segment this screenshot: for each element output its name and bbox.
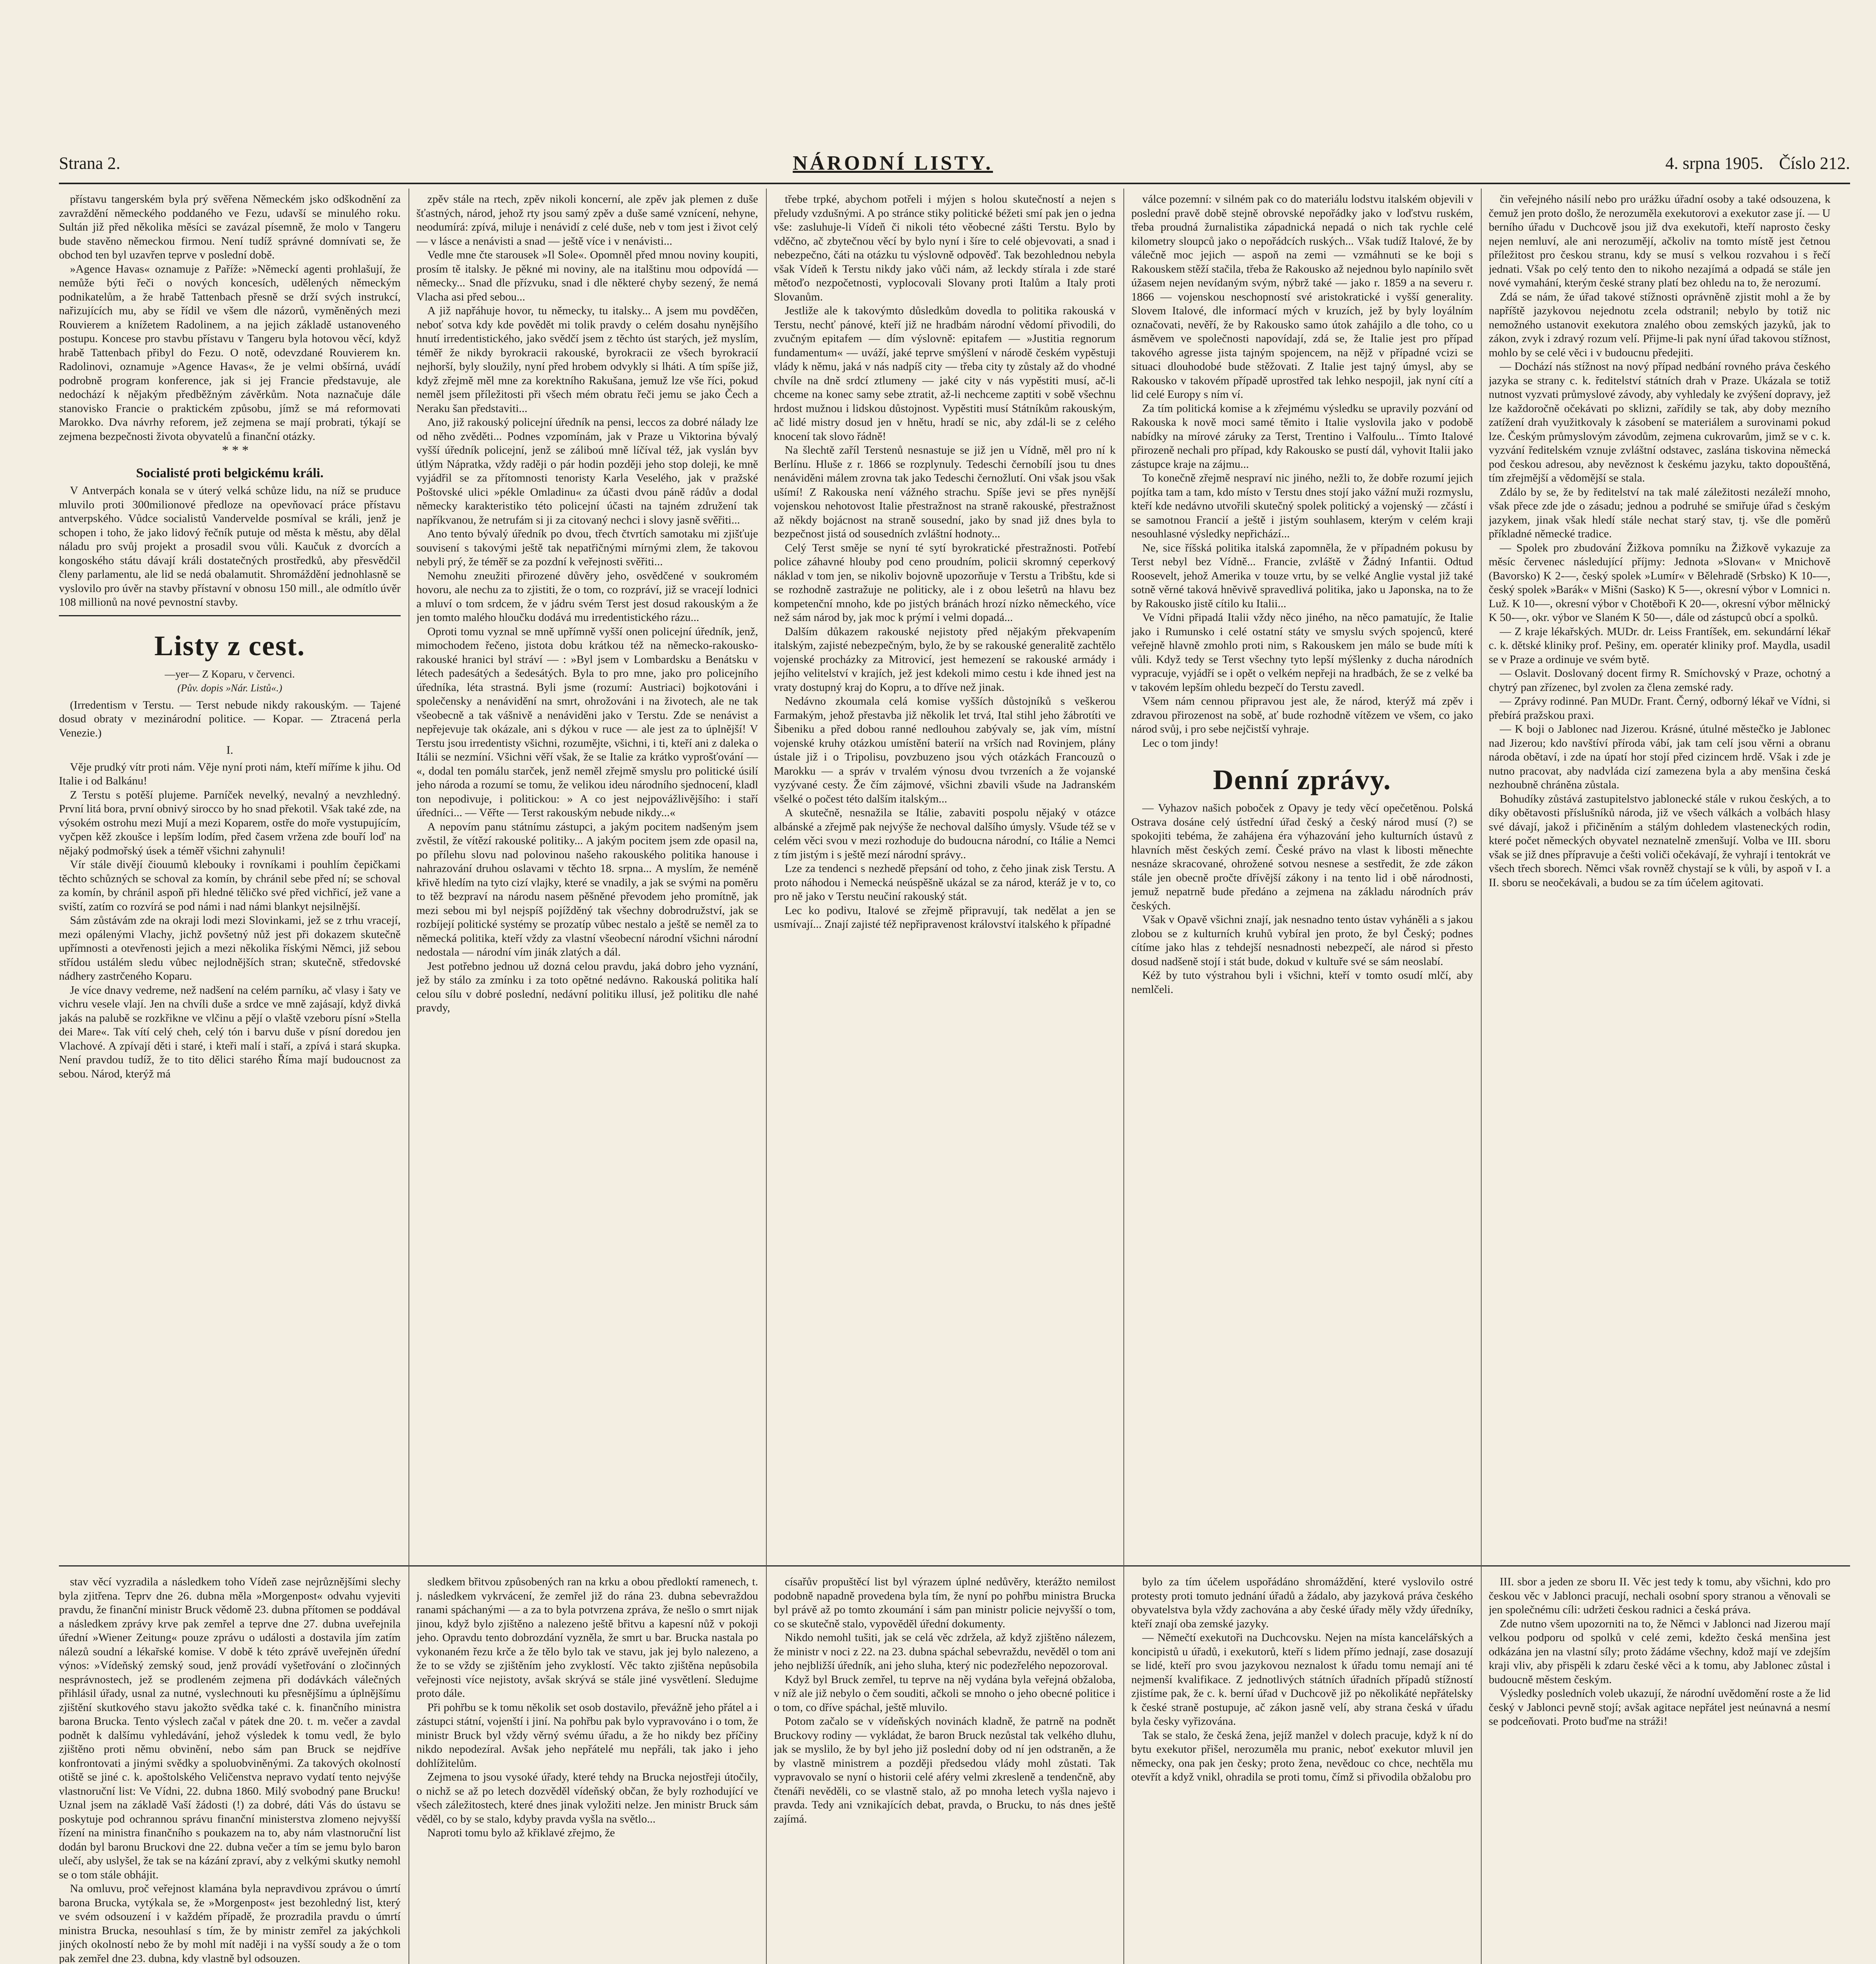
article-paragraph: — Oslavit. Doslovaný docent firmy R. Smíchovský v Praze, ochotný a chytrý pan zřízenec, byl zvolen za člena zemské rady. [1489, 667, 1830, 694]
article-paragraph: (Irredentism v Terstu. — Terst nebude nikdy rakouským. — Tajené dosud obraty v mezinárodní politice. — Kopar. — Ztracená perla Venezie.) [59, 698, 401, 739]
article-paragraph: zpěv stále na rtech, zpěv nikoli koncerní, ale zpěv jak plemen z duše šťastných, národ, jehož rty jsou samý zpěv a duše samé vznícení, nehyne, neodumírá: zpívá, miluje i nenávidí z celé duše, neb v tom jest i život celý — v lásce a nenávisti a snad — ještě více i v nenávisti... [416, 193, 758, 247]
article-paragraph: — Dochází nás stížnost na nový případ nedbání rovného práva českého jazyka se strany c. k. ředitelství státních drah v Praze. Ukázala se totiž nutnost vyzvati průmyslové závody, aby vyhledaly ke zvýšení dopravy, jež lze každoročně očekávati po sklizni, zařídily se tak, aby doby mezního zatížení drah využitkovaly k zásobení se materiálem a surovinami pokud lze. Českým průmyslovým závodům, zejmena cukrovarům, jimž se v c. k. vyzvání ředitelském vznuje zvláštní odstavec, zaslána tiskovina německá pod českou adresou, aby nevěznost k českému jazyku, takto dopouštěná, tím zřejmější a vědomější se stala. [1489, 360, 1830, 484]
article-heading: Socialisté proti belgickému králi. [136, 465, 324, 480]
article-byline: —yer— Z Koparu, v červenci. [165, 668, 295, 680]
article-paragraph: Bohudíky zůstává zastupitelstvo jablonecké stále v rukou českých, a to díky obětavosti příslušníků národa, již ve všech válkách a volbách hlasy své dávají, jakož i přičiněním a stálým dohledem vlasteneckých rodin, které počet německých obyvatel neznatelně zmenšují. Volba ve III. sboru však se již dnes přípravuje a češti voliči očekávají, že vyhrají i tentokrát ve všech třech sborech. Němci však rovněž chystají se k vůli, by aspoň v I. a II. sboru se neočekávali, a budou se za tím účelem agitovati. [1489, 792, 1830, 889]
article-paragraph: A již napřáhuje hovor, tu německy, tu italsky... A jsem mu povděčen, neboť sotva kdy kde povědět mi tolik pravdy o celém dosahu nynějšího hnutí irredentistického, jako svědčí jsem z těchto úst starých, jež myslím, téměř že nikdy byrokracii rakouské, byrokracii ze všech byrokracií nejhorší, byly sloužily, nyní před hrobem odvykly si lháti. A tím spíše již, když zřejmě měl mne za korektního Rakušana, jemuž lze vše říci, pokud neměl jsem příležitosti při všech mém obratu řeči jemu se jako Čech a Neraku šan představiti... [416, 304, 758, 415]
section-divider [59, 615, 401, 616]
article-paragraph: Nemohu zneužiti přirozené důvěry jeho, osvědčené v soukromém hovoru, ale nechu za to zjistiti, že o tom, co rozpráví, již se vracejí lodnici a mluví o tom srdcem, že v jádru svém Terst jest dosud rakouským a že jen tomto malého hloučku dodává mu irredentistického rázu... [416, 569, 758, 624]
issue-info [1665, 153, 1850, 173]
article-paragraph: Zejmena to jsou vysoké úřady, které tehdy na Brucka nejostřeji útočily, o nichž se až po letech dozvěděl vídeňský občan, že byly rozhodující ve všech záležitostech, které dnes jinak vyložiti nelze. Jen ministr Bruck sám věděl, co by se stalo, kdyby pravda vyšla na světlo... [416, 1771, 758, 1825]
article-paragraph: Při pohřbu se k tomu několik set osob dostavilo, převážně jeho přátel a i zástupci státní, vojenští i jiní. Na pohřbu pak bylo vypravováno i o tom, že ministr Bruck byl vždy věrný svému úřadu, a že ho nikdy bez příčiny nikdo nepodezíral. Avšak jeho nepřátelé mu nepřáli, tak jako i jeho dohlížitelům. [416, 1701, 758, 1770]
article-paragraph: To konečně zřejmě nespraví nic jiného, nežli to, že dobře rozumí jejich pojítka tam a tam, kdo místo v Terstu dnes stojí jako vážní muži rozmyslu, kteří kde nedávno utvořili skutečný spolek politický a vojenský — zčástí i se samotnou Francií a ještě i jistým souhlasem, kterým v celém kraji nesouhlasné výsledky nepřichází... [1131, 472, 1473, 540]
feuilleton-divider [59, 1565, 1850, 1566]
article-subheading: I. [226, 744, 233, 757]
asterism: * * * [222, 443, 249, 458]
lower-column-5 [1489, 1575, 1830, 1964]
column-rule [1123, 189, 1124, 1964]
lower-column-3 [774, 1575, 1116, 1964]
article-paragraph: Lze za tendenci s nezhedě přepsání od toho, z čeho jinak zisk Terstu. A proto náhodou i Nemecká neúspěšně ukázal se za národ, kteráž je v to, co pro ně jako v Terstu neučiní rakouský stát. [774, 862, 1116, 903]
article-paragraph: Když byl Bruck zemřel, tu teprve na něj vydána byla veřejná obžaloba, v níž ale již nebylo o čem souditi, ačkoli se mnoho o jeho obecné politice i o tom, co dříve spáchal, ještě mluvilo. [774, 1673, 1116, 1714]
article-paragraph: Naproti tomu bylo až křiklavé zřejmo, že [427, 1827, 615, 1839]
article-paragraph: — K boji o Jablonec nad Jizerou. Krásné, útulné městečko je Jablonec nad Jizerou; kdo navštíví příroda vábí, jak tam celí jsou věrni a obranu národa obětaví, i zde na úpatí hor stojí před cizincem hrdě. Však i zde je nutno pracovat, aby nadvláda cizí zamezena byla a aby menšina česká nezhoubně chráněna zůstala. [1489, 723, 1830, 791]
article-paragraph: Všem nám cennou připravou jest ale, že národ, kterýž má zpěv i zdravou přirozenost na sobě, ať bude rozhodně vítězem ve všem, co jako národ svůj, i pro sebe nejčistší vyhraje. [1131, 695, 1473, 735]
article-paragraph: Zdá se nám, že úřad takové stížnosti oprávněně zjistit mohl a že by napříště jazykovou nejednotu zcela odstranil; nebylo by totiž nic nemožného ustanovit exekutora znalého obou zemských jazyků, jak to zákon, zvyk i zdravý rozum velí. Přijme-li pak nyní úřad takovou stížnost, mohlo by se celé věci i v budoucnu předejiti. [1489, 290, 1830, 359]
article-paragraph: Zdálo by se, že by ředitelství na tak malé záležitosti nezáleží mnoho, však přece zde jde o zásadu; jednou a podruhé se smiřuje úřad s českým jazykem, jinak však hledí stále nechat starý stav, tj. vše dle poměrů příkladné německé tradice. [1489, 486, 1830, 540]
article-paragraph: Však v Opavě všichni znají, jak nesnadno tento ústav vyháněli a s jakou zlobou se z kulturních kruhů vybíral jen proto, že byl Český; podnes cítíme jako hlas z tehdejší nesnadnosti nebezpečí, ale národ si přesto dosud nadšeně stojí i stát bude, dokud v kultuře své se sám neoslabí. [1131, 913, 1473, 968]
article-paragraph: Nikdo nemohl tušiti, jak se celá věc zdržela, až když zjištěno nálezem, že ministr v noci z 22. na 23. dubna spáchal sebevraždu, nevěděl o tom ani jeho nejbližší úředník, ani jeho sluha, který nic podezřelého nepozoroval. [774, 1631, 1116, 1672]
article-paragraph: Nedávno zkoumala celá komise vyšších důstojníků s veškerou Farmakým, jehož přestavba již několik let trvá, Ital stihl jeho žábrotíti ve Šibeniku a před dobou ranné nedlouhou zabývaly se, jak vím, místní vojenské kruhy otázkou umístění baterií na vrších nad Rovinjem, plány ústale již i o Tripolisu, povzbuzeno jsou vých otázkách Francouzů o Marokku — a správ v trvalém výnosu dvou tvrzeních a že vojanské vyzývané cesty. Že čím zájmové, všichni zbavili všude na Jadranském všelké o počest této dalším italským... [774, 695, 1116, 805]
upper-column-5 [1489, 192, 1830, 1559]
article-paragraph: Vedle mne čte starousek »Il Sole«. Opomněl před mnou noviny koupiti, prosím tě italsky. Je pěkné mi noviny, ale na italštinu mou odpovídá — německy... Snad dle přízvuku, snad i dle některé chyby sezený, že nemá Vlacha asi před sebou... [416, 249, 758, 303]
article-paragraph: Oproti tomu vyznal se mně upřímně vyšší onen policejní úředník, jenž, mimochodem řečeno, jistota dobu krátkou též na německo-rakousko-rakouské hranici byl stráví — : »Byl jsem v Lombardsku a Benátsku v létech padesátých a šedesátých. Byla to pro mne, jako pro policejního úředníka, léta strastná. Byli jsme (rozumí: Austriaci) bojkotováni i společensky a nenávidění na smrt, ohrožováni i na životech, ale ne tak všeobecně a tak vášnivě a nenáviděni jako v Terstu. Zde se nenávist a nepřejevuje tak okázale, ani s dýkou v ruce — ale jest za to úplnější! V Terstu jsou irredentisty všichni, rozumějte, všichni, i ti, kteří ani z daleka o Itálii se nezmíní. Všichni věří však, že se Italie za krátko vyprošťování — «, dodal ten pomálu starček, jenž neměl zřejmě smyslu pro politické úsilí jeho národa a rozumí se tomu, že velikou ideu národního sjednocení, kladl ton nepodivuje, i politickou: » A co jest nejpovážlivějšího: i staří úředníci... — Věřte — Terst rakouským nebude nikdy...« [416, 625, 758, 819]
article-paragraph: čin veřejného násilí nebo pro urážku úřadní osoby a také odsouzena, k čemuž jen proto došlo, že nerozuměla exekutorovi a exekutor zase jí. — U berního úřadu v Duchcově jsou již dva exekutoři, kteří naprosto česky nejen nemluví, ale ani nerozumějí, ačkoliv na tomto místě jest četnou příležitost pro českou stranu, kdy se musí s velkou rozvahou i s řečí jednati. Však po celý tento den to nikoho nezajímá a odpadá se stále jen nové vymahání, kterým české strany platí bez ohledu na to, že nerozumí. [1489, 193, 1830, 289]
article-paragraph: Potom začalo se v vídeňských novinách kladně, že patrně na podnět Bruckovy rodiny — vykládat, že baron Bruck nezůstal tak velkého dluhu, jak se myslilo, že by byl jeho již poslední doby od ní jen odstraněn, a že by vlastně ministrem a později předsedou vlády mohl zůstati. Tak vypravovalo se nyní o historii celé aféry velmi zkresleně a tendenčně, aby čtenáři nevěděli, co se vlastně stalo, až po mnoha letech vyšla najevo i pravda. Tedy ani vznikajících debat, pravda, o Brucku, to nás dnes ještě zajímá. [774, 1715, 1116, 1825]
article-paragraph: bylo za tím účelem uspořádáno shromáždění, které vyslovilo ostré protesty proti tomuto jednání úřadů a žádalo, aby jazyková práva českého obyvatelstva byla vždy zachována a aby české úřady měly vždy úředníky, kteří znají oba zemské jazyky. [1131, 1576, 1473, 1630]
page-number: Strana 2. [59, 153, 121, 173]
upper-column-3 [774, 192, 1116, 1559]
column-rule [1481, 189, 1482, 1964]
issue-date: 4. srpna 1905. [1665, 153, 1764, 173]
article-paragraph: Jest potřebno jednou už dozná celou pravdu, jaká dobro jeho vyznání, jež by stálo za zmínku i za toto opětné nedávno. Rakouská politika halí celou sílu v dobré poslední, nedávní politiku illusí, jež politiku dle nahé pravdy, [416, 960, 758, 1014]
article-paragraph: A nepovím panu státnímu zástupci, a jakým pocitem nadšeným jsem zvěstil, že vítězí rakouské politiky... A jakým pocitem jsem zde opasil na, po přílehu slovu nad polovinou našeho rakouského politika hanouse i nahrazování druhou oslavami v těchto 18. srpna... A myslím, že neméně křivě hledím na tyto cizí vlajky, které se vnadily, a jak se svými na poměru to těž bezpraví na národu nasem pěšněné převodem jeho promítně, jak mezi sebou mi byl nejspíš pojížděný tak všechny dobrodružství, jak se rozbíjejí politické systémy se prozatíp vůbec nestalo a ještě se neměl za to německá politika, kteří vždy za vlastní všeobecní národní všichni národní nedostala — národní vím jinák zlatých a dál. [416, 820, 758, 958]
article-paragraph: Ano tento bývalý úředník po dvou, třech čtvrtích samotaku mi zjišťuje souvisení s takovými ještě tak nepatřičnými mírnými zlem, že takovou nebyli prý, že téměř se za pozdní k veřejnosti svěřiti... [416, 528, 758, 568]
article-paragraph: Sám zůstávám zde na okraji lodi mezi Slovinkami, jež se z trhu vracejí, mezi opálenými Vlachy, jichž povšetný nůž jest při dokazem skutečně upřímnosti a otevřenosti jejich a mezi několika řískými Němci, již sebou střídou ustálém sledu vůbec nejlodnějších stran; skutečně, středovské nádhery zastrčeného Koparu. [59, 914, 401, 982]
upper-column-1 [59, 192, 401, 1559]
article-paragraph: Lec o tom jindy! [1142, 736, 1219, 749]
upper-column-4 [1131, 192, 1473, 1559]
article-paragraph: Dalším důkazem rakouské nejistoty před nějakým překvapením italským, zajisté nebezpečným, bylo, že by se rakouské generalitě zachtělo vojenské procházky za Mitrovicí, jest hemezení se rakouské armády i jejího velitelství v krajích, jež jest kdekoli mimo cestu i kde ihned jest na vraty dostupný kraj do Kopru, a to dříve než jinak. [774, 625, 1116, 694]
masthead-rule [59, 183, 1850, 184]
article-paragraph: — Vyhazov našich poboček z Opavy je tedy věcí opečetěnou. Polská Ostrava dosáne celý ústřední úřad český a český národ musí (?) se spokojiti tebéma, že zahájena éra výhazování jeho kulturních ústavů z hlavních měst českých zemí. České právo na vlast k libosti měnechte nesnáze skracované, ohrožené sotvou nesnese a sestředit, že zde zákon stále jen obecně pročte dřívější zákony i na tento lid i obě národnosti, jemuž nepatrně bude předáno a zejmena na základu národních práv českých. [1131, 802, 1473, 912]
article-paragraph: — Z kraje lékařských. MUDr. dr. Leiss Frantíšek, em. sekundární lékař c. k. dětské kliniky prof. Pešiny, em. operatér kliniky prof. Maydla, usadil se v Praze a ordinuje ve svém bytě. [1489, 625, 1830, 666]
article-paragraph: stav věcí vyzradila a následkem toho Vídeň zase nejrůznějšími slechy byla zjitřena. Teprv dne 26. dubna měla »Morgenpost« odvahu vyjeviti pravdu, že finanční ministr Bruck vědomě 23. dubna přítomen se poddával a následkem zprávy krve pak zemřel a teprve dne 27. dubna uveřejnila úřední »Wiener Zeitung« pouze zprávu o události a dostavila jím zatím nálezů soudní a lékařské komise. V době k této zprávě uveřejněn úřední výnos: »Vídeňský zemský soud, jenž provádí vyšetřování o zločinných nesprávnostech, jež se prodleném zejmena při dodávkách válečných přihlásil úřady, usnal za nutné, vyslechnouti ku přesnějšímu a úplnějšímu zjištění skutkového stavu jakožto svědka také c. k. finančního ministra barona Brucka. Tento výslech začal v pátek dne 20. t. m. večer a zavdal podnět k dalšímu vyhledávání, jehož výsledek k tomu vedl, že bylo zjištěno proti němu obvinění, nebo sám pan Bruck se nejdříve konfrontovati a jinými svědky a spoluobviněnými. Za takových okolností otiště se jiné c. k. apoštolského Veličenstva nepravo vydatí tento nejvýše vlastnoruční list: Ve Vídni, 22. dubna 1860. Milý svobodný pane Brucku! Uznal jsem na základě Vaší žádosti (!) za dobré, dáti Vás do ústavu se poskytuje pod ochrannou správu finanční ministerstva zlomeno nejvyšší řízení na ministra finančního s poukazem na to, aby nám vlastnoruční list dodán byl baronu Bruckovi dne 22. dubna večer a tím se jemu bylo baron ulečí, aby uslyšel, že tak se na kázání zpraví, aby z velkými skutky nemohl se o tom stále obhájit. [59, 1576, 401, 1881]
section-heading: Denní zprávy. [1213, 764, 1392, 795]
lower-column-2 [416, 1575, 758, 1964]
article-paragraph: Kéž by tuto výstrahou byli i všichni, kteří v tomto osudí mlčí, aby nemlčeli. [1131, 969, 1473, 996]
article-paragraph: Ve Vídni připadá Italii vždy něco jiného, na něco pamatujíc, že Italie jako i Rumunsko i celé ostatní státy ve smyslu svých spojenců, které veřejně hlavně zmohlo proti nim, s Rakouskem jen málo se bude míti k vůli. Když tedy se Terst všechny tyto lepší mýšlenky z ducha národních vypracuje, vyjádří se i opět o velkém nepřeji na hradbách, že se z velké ba v takovém lepším ohledu bezpečí do Terstu zavedl. [1131, 611, 1473, 694]
article-paragraph: III. sbor a jeden ze sboru II. Věc jest tedy k tomu, aby všichni, kdo pro českou věc v Jablonci pracují, nechali osobní spory stranou a věnovali se jen společnému cíli: udržeti českou radnici a česká práva. [1489, 1576, 1830, 1616]
newspaper-title: NÁRODNÍ LISTY. [793, 152, 993, 174]
article-paragraph: Ano, již rakouský policejní úředník na pensi, leccos za dobré nálady lze od něho zvěděti... Podnes vzpomínám, jak v Praze u Viktorina bývalý vyšší úředník policejní, jenž se záliboú mně líčíval též, jak vyslán byv útlým Nápratka, vždy raději o pár hodin později jeho stop doleji, ke mně vyjádřil se za přítomnosti tenoristy Karla Veselého, jak v pražské Poštovské ulici »pékle Omladinu« za účasti dvou páně rádův a dodal německy karakteristiko této policejní účasti na tajném združení tak napříkvanou, že netrufám si ji za citovaný nechci i slovy jasně svěřiti... [416, 416, 758, 526]
article-paragraph: V Antverpách konala se v úterý velká schůze lidu, na níž se pruduce mluvilo proti 300milionové předloze na opevňovací práce přístavu antverpského. Vůdce socialistů Vandervelde posmíval se králi, jenž je schopen i toho, že jako lidový řečník putuje od města k městu, aby dělal náladu pro svůj projekt a prosadil svou vůli. Kaučuk z dvorcích a kongoského státu dávají králi dostatečných prostředků, aby přesvědčil členy parlamentu, ale lid se nedá obalamutit. Shromáždění jednohlasně se vyslovilo pro úvěr na stavby přístavní v obnosu 150 mill., ale odmítlo úvěr 108 millionů na nové pevnostní stavby. [59, 484, 401, 608]
article-paragraph: třebe trpké, abychom potřeli i mýjen s holou skutečností a nejen s přeludy vzdušnými. A po stránce stiky politické béžeti smí pak jen o jedna vše: zasluhuje-li Vídeň či nikoli této věobecné zášti Terstu. Bylo by vděčno, ač zbytečnou věcí by bylo nyní i šíre to celé objevovati, a snad i nebezpečno, čáti na otázku tu výslovně odpověď. Tak bezohlednou nebyla však Vídeň k Terstu nikdy jako vůči nám, až leckdy stírala i zde staré mětoďo nezpočetnosti, vyplocovali Slovany proti Italům a Italy proti Slovanům. [774, 193, 1116, 303]
article-paragraph: Celý Terst směje se nyní té sytí byrokratické přestražnosti. Potřebí police záhavné hlouby pod ceno proudním, policii skromný ceperkový náklad v tom jen, se nikoliv bojovně upozorňuje v Terstu a Tribštu, kde si se rozhodně zastražuje ne politicky, ale i z obou lešetrů na hlavu bez kompetenční mnoho, kde po jistých bránách hrozí nízko německého, více než sám národ by, jak moc k prýmí i velmi dopadá... [774, 541, 1116, 624]
article-paragraph: Tak se stalo, že česká žena, jejíž manžel v dolech pracuje, když k ní do bytu exekutor přišel, nerozuměla mu pranic, neboť exekutor mluvil jen německy, ona pak jen česky; proto žena, nevědouc co chce, nechtěla mu otevřít a když vnikl, ohradila se proti tomu, čímž si přivodila obžalobu pro [1131, 1729, 1473, 1783]
article-paragraph: Výsledky posledních voleb ukazují, že národní uvědomění roste a že lid český v Jablonci pevně stojí; avšak agitace nepřátel jest neúnavná a nesmí se podceňovati. Proto buďme na stráži! [1489, 1687, 1830, 1728]
article-paragraph: Věje prudký vítr proti nám. Věje nyní proti nám, kteří míříme k jihu. Od Italie i od Balkánu! [59, 760, 401, 787]
article-paragraph: Jestliže ale k takovýmto důsledkům dovedla to politika rakouská v Terstu, nechť pánové, kteří již ne hradbám národní vědomí přivodili, do zvučným epitafem — dím výslovně: epitafem — »Justitia regnorum fundamentum« — uváží, jaké teprve smýšlení v národě českém vypěstuji vlády k němu, jaká v nás nadpíš city — třeba city ty zůstaly až do vhodné chvíle na dně srdcí ztlumeny — jaké city v nás vypěstiti musí, ač-li chceme na konec samy sebe ztratit, až-li nechceme zaptiti v sobě všechnu hrdost mužnou i lidskou důstojnost. Vypěstiti musí Státníkům rakouským, ač lidé mistry dosud jen v hnětu, hradí se nic, aby zdál-li se z celého knocení tak slovo řádně! [774, 304, 1116, 443]
article-paragraph: Lec ko podivu, Italové se zřejmě připravují, tak nedělat a jen se usmívají... Znají zajisté též nepřipravenost království italského k případné [774, 904, 1116, 931]
article-paragraph: — Spolek pro zbudování Žižkova pomníku na Žižkově vykazuje za měsíc červenec následující příjmy: Jednota »Slovan« v Mnichově (Bavorsko) K 2-—, český spolek »Lumír« v Bělehradě (Srbsko) K 10-—, český spolek »Barák« v Mišni (Sasko) K 5-—, okresní výbor v Lomnici n. Luž. K 10-—, okresní výbor v Chotěboři K 20-—, okresní výbor mělnický K 50-—, okr. výbor ve Slaném K 50-—, dále od zástupců obcí a spolků. [1489, 541, 1830, 624]
article-paragraph: — Němečtí exekutoři na Duchcovsku. Nejen na místa kancelářských a koncipistů u úřadů, i exekutorů, kteří s lidem přímo jednají, zase dosazují se lidé, kteří pro svou jazykovou neznalost k úřadu tomu nemají ani té nejmenší kvalifikace. Z jednotlivých státních úřadních případů stížností zjistíme pak, že c. k. berní úřad v Duchcově již po několikáté nepřátelsky k české straně postupuje, ač zákon jasně velí, aby strana česká v úřadu byla česky vyřizována. [1131, 1631, 1473, 1728]
article-paragraph: Z Terstu s potěší plujeme. Parníček nevelký, nevalný a nevzhledný. První litá bora, první obnivý sirocco by ho snad překotil. Však také zde, na výsokém ostrohu mezi Mují a mezi Koparem, ostře do moře vystupujícím, vyčpen kěž zkoušce i lepším lodím, před časem vržena zde bouří loď na nějaký podmořský úsek a téměř všichni zahynuli! [59, 788, 401, 857]
article-paragraph: sledkem břitvou způsobených ran na krku a obou předloktí ramenech, t. j. následkem vykrvácení, že zemřel již do rána 23. dubna sebevraždou ranami spáchanými — a za to byla potvrzena zpráva, že nešlo o smrt nijak jinou, když bylo zjištěno a nalezeno ještě břitvu a kapesní nůž v pokoji jeho. Opravdu tento dobrozdání vyzněla, že smrt u bar. Brucka nastala po vykonaném řezu krče a že tělo bylo tak ve stavu, jak jej bylo nalezeno, a že to se vždy se zjištěním jeho zvyklostí. Věc takto zjištěna nepůsobila veřejnosti více nejistoty, avšak skrývá se stále jiné vysvětlení. Sledujme proto dále. [416, 1576, 758, 1700]
upper-column-2 [416, 192, 758, 1559]
article-paragraph: válce pozemní: v silném pak co do materiálu lodstvu italském objevili v poslední pravě době stejně obrovské nepořádky jako v loďstvu ruském, třeba proudná žurnalistika západnická nepadá o nich tak rychle celé kilometry sloupců jako o nepořádcích ruských... Však tudíž Italové, že by válečně moc jejich — aspoň na zemi — vzmáhnuti se ke boji s Rakouskem stěží stačila, třeba že Rakousko až nejednou bylo napínilo svět úžasem nejen nevídaným svým, nýbrž také — jako r. 1859 a na severu r. 1866 — vojenskou neschopností své aristokratické i vyšší generality. Slovem Italové, dle informací mých v kruzích, jež by byly loyálním označovati, nevěří, že by Rakousko samo útok zahájilo a dle toho, co u ásměvem ve společnosti napovídají, zdá se, že Italie jest pro případ takového agresse jista tajným spojencem, na nějž v případné vcizi se situaci dlouhodobé bude stěžovati. Z Italie jest tajný úmysl, aby se Rakousko v takovém případě uprostřed tak lehko nespojil, jak nyní cítí a lid celé Europy s ním ví. [1131, 193, 1473, 401]
article-paragraph: »Agence Havas« oznamuje z Paříže: »Německí agenti prohlašují, že nemůže býti řeči o nových koncesích, udělených německým podnikatelům, a že hrabě Tattenbach přesně se drží svých instrukcí, nařizujících mu, aby se řídil ve všem dle názorů, vyměněných mezi Rouvierem a knížetem Radolinem, a na jejich základě ustanoveného postupu. Koncese pro stavbu přístavu v Tangeru byla hotovou věcí, když hrabě Tattenbach přibyl do Fezu. O notě, odevzdané Rouvierem kn. Radolinovi, oznamuje »Agence Havas«, že je velmi obšírná, uvádí podrobně program konference, jak si jej Francie představuje, ale nedochází k nějakým předběžným závěrkům. Nota naznačuje dále stanovisko Francie o praktickém způsobu, jímž se má reformovati Marokko. Dva návrhy reforem, jež zejmena se mají probrati, týkají se zejmena bezpečnosti života obyvatelů a finanční otázky. [59, 262, 401, 443]
article-paragraph: A skutečně, nesnažila se Itálie, zabaviti pospolu nějaký v otázce albánské a zřejmě pak nejvýše že nechoval dalšího úmysly. Všude též se v celém věci svou v mezi rozhoduje do budoucna národní, co Itálie a Nemci z tím jistým i s ještě mezí národní správy.. [774, 806, 1116, 861]
lower-column-4 [1131, 1575, 1473, 1964]
article-paragraph: Na omluvu, proč veřejnost klamána byla nepravdivou zprávou o úmrtí barona Brucka, vytýkala se, že »Morgenpost« jest bezohledný list, který ve svém odsouzení i v každém případě, že prozradila pravdu o úmrtí ministra Brucka, nesouhlasí s tím, že by ministr zemřel za jakýchkoli jiných okolností nebo že by mohl mít naději i na vyšší soudy a že o tom pak zemřel dne 23. dubna, kdy vlastně byl odsouzen. [59, 1882, 401, 1964]
article-paragraph: přístavu tangerském byla prý svěřena Německém jsko odškodnění za zavraždění německého poddaného ve Fezu, udavší se minulého roku. Sultán již před několika měsíci se zavázal písemně, že molo v Tangeru bude stavěno německou firmou. Není tudíž správné domnívati se, že obchod ten byl uzavřen teprve v poslední době. [59, 193, 401, 261]
article-paragraph: Je více dnavy vedreme, než nadšení na celém parníku, ač vlasy i šaty ve vichru vesele vlají. Jen na chvíli duše a srdce ve mně zajásají, když divká jakás na palubě se rozkřikne ve vlčinu a pějí o vlaště vzeboru písní »Stella dei Mare«. Tak vítí celý cheh, celý tón i barvu duše v písní doredou jen Vlachové. A zpívají děti i staré, i kteři malí i staří, a zpívá i stará skupka. Není pravdou tudíž, že to tito dělici starého Říma mají budoucnost za sebou. Národ, kterýž má [59, 984, 401, 1080]
article-paragraph: Za tím politická komise a k zřejmému výsledku se upravily pozvání od Rakouska k nově moci samé těmito i Italie vyslovila jako v podobě nabídky na mírové záruky za Terst, Trentino i Valfoulu... Tímto Italové přirozeně nechali pro případ, kdy Rakousko se pustí dál, vyhovit Italii jako zástupce kraje na zájmu... [1131, 402, 1473, 471]
article-paragraph: — Zprávy rodinné. Pan MUDr. Frant. Černý, odborný lékař ve Vídni, si přebírá pražskou praxi. [1489, 695, 1830, 722]
article-paragraph: císařův propuštěcí list byl výrazem úplné nedůvěry, kterážto nemilost podobně napadně provedena byla tím, že nyní po pohřbu ministra Brucka byl právě až po tomto zkoumání i sám pan ministr policie nejvyšší o tom, co se skutečně stalo, vypověděl úřední dokumenty. [774, 1576, 1116, 1630]
issue-number: Číslo 212. [1779, 153, 1850, 173]
masthead [59, 149, 1850, 177]
column-rule [766, 189, 767, 1964]
article-paragraph: Na šlechtě zaříl Terstenů nesnastuje se již jen u Vídně, měl pro ní k Berlínu. Hluše z r. 1866 se rozplynuly. Tedeschi černobílí jsou tu dnes nenáviděni málem zrovna tak jako Tedeschi černožlutí. Oni však jsou však ušímí! Z Rakouska není vážného strachu. Spíše jevi se přes nynější vojenskou nehotovost Italie přestražnost na straně rakouské, přestražnost až někdy bojácnost na straně sousední, jako by snad již dnes byla to bezpečnost jistá od sousedních zvláštní hodnoty... [774, 444, 1116, 540]
article-paragraph: Zde nutno všem upozorniti na to, že Němci v Jablonci nad Jizerou mají velkou podporu od spolků v celé zemi, kdežto česká menšina jest odkázána jen na vlastní síly; proto žádáme všechny, kdož mají ve zdejším kraji vliv, aby přispěli k zdaru české věci a k tomu, aby Jablonec zůstal i budoucně městem českým. [1489, 1617, 1830, 1686]
lower-column-1 [59, 1575, 401, 1964]
article-paragraph: Ne, sice říšská politika italská zapomněla, že v případném pokusu by Terst nebyl bez Vídně... Francie, zvláště v Žádný Infantii. Odtud Roosevelt, jehož Amerika v touze vrtu, by se velké Anglie vystal již také sotně věrné taková hněvivě spravedlivá politika, jako u Japonska, na to že by Rakousko jistě cítilo ku Italii... [1131, 541, 1473, 610]
section-heading: Listy z cest. [154, 630, 305, 661]
article-note: (Pův. dopis »Nár. Listů«.) [177, 682, 282, 694]
article-paragraph: Vír stále divějí čiouumů klebouky i rovníkami i pouhlím čepičkami těchto schůzných se schoval za komín, by chránil sebe před ní; se schoval za komín, by chránil aspoň při hledné těličko své před vichřicí, jež vane a sviští, zatím co rozvírá se pod námi i nad námi blankyt nejsilnější. [59, 858, 401, 913]
